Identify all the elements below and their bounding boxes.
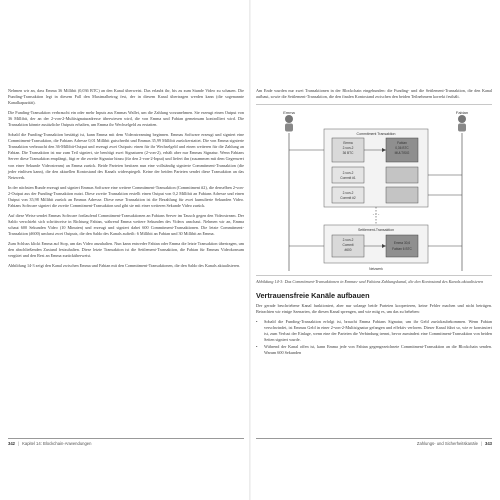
commit-1-line-2: Commit #1 bbox=[340, 176, 356, 181]
left-footer bbox=[8, 438, 244, 446]
left-paragraph-3: Sobald die Funding-Transaktion bestätigt ist, kann Emma mit dem Videostreaming beginnen. Emmas Software erzeugt und signiert eine Commitment-Transaktion, die Fabians Adresse 0,01 Millibit gutschreibt und Emmas 35,99 Millibit zurückerstattet. Die von Emma signierte Transaktion verbraucht den 36-Millibit-Output und erzeugt zwei Outputs: einen für ihr Wechselgeld und einen weiteren für die Zahlung an Fabian. Die Transaktion ist nur zum Teil signiert, sie benötigt zwei Signaturen (2-von-2), erhält aber nur Emmas Signatur. Wenn Fabians Server diese Transaktion empfängt, fügt er die zweite Signatur hinzu (für den 2-von-2-Input) und liefert ihn (zusammen mit dem Gegenwert von einer Sekunde Videostream) an Emma zurück. Beide Parteien besitzen nun eine vollständig signierte Commitment-Transaktion (die jeder einlösen kann), die den aktuellen Kontostand des Kanals widerspiegelt. Keine der beiden Parteien sendet diese Transaktion an das Netzwerk. bbox=[8, 132, 244, 180]
left-paragraph-1: Nehmen wir an, dass Emma 36 Millibit (0,036 BTC) an den Kanal überweist. Das erlaubt ihr, bis zu zum Stunde Video zu schauen. Die Funding-Transaktion legt in diesem Fall den Maximalbetrag fest, der in diesem Kanal übertragen werden kann (die sogenannte Kanalkapazität). bbox=[8, 88, 244, 106]
left-paragraph-2: Die Funding-Transaktion verbraucht ein oder mehr Inputs aus Emmas Wallet, um die Zahlung vorzunehmen. Sie erzeugt einen Output von 36 Millibit, der an der 2-von-2-Multisignaturadresse überwiesen wird, die von Emma und Fabian gemeinsam kontrolliert wird. Die Transaktion könnte zusätzliche Outputs erhalten, um Emma ihr Wechselgeld zu erstatten. bbox=[8, 110, 244, 128]
section-heading: Vertrauensfreie Kanäle aufbauen bbox=[256, 290, 370, 300]
fabian-label: Fabian bbox=[455, 110, 469, 116]
multisig-box-line-2: 0,36 BTC bbox=[395, 146, 409, 151]
commit-2-output-box bbox=[386, 187, 418, 203]
commit-1-box bbox=[332, 167, 364, 183]
section-paragraph: Der gerade beschriebene Kanal funktioniert, aber nur solange beide Parteien kooperieren, keine Fehler machen und nicht betrügen. Betrachten wir einige Szenarien, die diesen Kanal sprengen, und wie mitg es, um das zu beheben: bbox=[256, 302, 492, 314]
right-running-head: Zahlungs- und Sicherheitskanäle bbox=[416, 441, 478, 446]
bullet-text-1: Sobald die Funding-Transaktion erfolgt ist, braucht Emma Fabians Signatur, um ihr Geld zurückzubekommen. Wenn Fabian verschwindet, ist Emmas Geld in einer 2-von-2-Multisignatur gefangen und effektiv verloren. Dieser Kanal führt so, wie er konstruiert ist, zum Verlust der Einlage, wenn eine der Parteien die Verbindung trennt, bevor zumindest eine Commitment-Transaktion von beiden Seiten signiert wurde. bbox=[264, 318, 492, 342]
commitment-group-label: Commitment Transaktion bbox=[356, 132, 396, 137]
multisig-box-line-1: Fabian bbox=[397, 141, 407, 146]
bullet-text-2: Während der Kanal offen ist, kann Emma jede von Fabian gegengezeichnete Commitment-Transaktion an die Blockchain senden. Warum 600 Sekunden bbox=[264, 343, 492, 355]
settlement-commit-line-3: #600 bbox=[344, 248, 352, 253]
figure-14-3 bbox=[256, 104, 492, 276]
emma-label: Emma bbox=[283, 110, 295, 116]
bullet-dot-icon: • bbox=[256, 343, 258, 349]
footer-separator: | bbox=[480, 441, 482, 446]
commit-2-box bbox=[332, 187, 364, 203]
left-paragraph-5: Auf diese Weise sendet Emmas Software fortlaufend Commitment-Transaktionen an Fabians Server im Tausch gegen den Videostream. Der Saldo verschiebt sich schrittweise in Richtung Fabian, während Emma weitere Sekunden des Videos anschaut. Nehmen wir an, Emma schaut 600 Sekunden Video (10 Minuten) und erzeugt und signiert dabei 600 Commitment-Transaktionen. Die letzte Commitment-Transaktion (#600) umfasst zwei Outputs, die den Saldo des Kanals aufteilt: 6 Millibit an Fabian und 30 Millibit an Emma. bbox=[8, 212, 244, 236]
commit-1-line-1: 2-von-2 bbox=[342, 171, 354, 176]
book-gutter bbox=[249, 0, 251, 500]
ellipsis-label: . . . bbox=[372, 211, 380, 218]
commitment-diagram bbox=[256, 105, 492, 275]
commit-2-line-2: Commit #2 bbox=[340, 196, 356, 201]
emma-actor-icon bbox=[285, 115, 293, 132]
right-intro-paragraph: Am Ende wurden nur zwei Transaktionen in der Blockchain eingebunden: die Funding- und die Settlement-Transaktion, die den Kanal aufbaut, sowie die Settlement-Transaktion, die den finalen Kontostand zwischen den beiden Teilnehmern korrekt festhält. bbox=[256, 88, 492, 100]
settlement-commit-line-1: 2-von-2 bbox=[342, 238, 354, 243]
left-running-head: Kapitel 14: Blockchain-Anwendungen bbox=[22, 441, 92, 446]
left-page-number: 342 bbox=[8, 441, 15, 446]
multisig-box-line-3: MULTISIG bbox=[394, 151, 410, 156]
left-paragraph-6: Zum Schluss klickt Emma auf Stop, um das Video anzuhalten. Nun kann entweder Fabian oder Emma die letzte Transaktion übertragen, um den abschließenden Zustand festzuhalten. Diese letzte Transaktion ist die Settlement-Transaktion, die Fabian für Emmas Videokonsum vergütet und den Rest an Emma zurücküberweist. bbox=[8, 241, 244, 259]
settlement-output-box bbox=[386, 235, 418, 257]
left-paragraph-4: In der nächsten Runde erzeugt und signiert Emmas Software eine weitere Commitment-Transaktion (Commitment #2), die denselben 2-von-2-Output aus der Funding-Transaktion nutzt. Diese zweite Transaktion erstellt einen Output von 0,2 Millibit an Fabians Adresse und einen Output von 35,98 Millibit zurück an Emmas Adresse. Diese neue Transaktion ist die Bezahlung für zwei kumulierte Sekunden Video. Fabians Software signiert die zweite Commitment-Transaktion und gibt sie mit einer weiteren Sekunde Video zurück. bbox=[8, 184, 244, 208]
settlement-group-label: Settlement-Transaktion bbox=[357, 228, 395, 233]
settlement-output-line-1: Emma 30,6 bbox=[393, 241, 411, 246]
network-label: Netzwerk bbox=[369, 267, 383, 272]
bullet-item-2 bbox=[256, 344, 492, 356]
right-footer bbox=[256, 438, 492, 446]
right-page-number: 343 bbox=[485, 441, 492, 446]
fabian-actor-icon bbox=[458, 115, 466, 132]
settlement-output-line-2: Fabian 6 BTC bbox=[392, 247, 412, 252]
right-page bbox=[256, 88, 492, 357]
funding-box-line-1: Emma bbox=[343, 141, 353, 146]
settlement-commit-line-2: Commit bbox=[342, 243, 354, 248]
bullet-item-1 bbox=[256, 319, 492, 343]
left-page bbox=[8, 88, 244, 273]
commit-1-output-box bbox=[386, 167, 418, 183]
left-paragraph-7: Abbildung 14-3 zeigt den Kanal zwischen Emma und Fabian mit den Commitment-Transaktionen, die den Saldo des Kanals aktualisieren. bbox=[8, 263, 241, 269]
funding-box-line-2: 2-von-2 bbox=[342, 146, 354, 151]
footer-separator: | bbox=[18, 441, 20, 446]
funding-box-line-3: 36 BTC bbox=[342, 151, 354, 156]
figure-caption: Abbildung 14-3: Das Commitment-Transaktionen in Emmas- und Fabians Zahlungskanal, die den Kontostand des Kanals aktualisieren bbox=[256, 279, 484, 285]
commit-2-line-1: 2-von-2 bbox=[342, 191, 354, 196]
bullet-dot-icon: • bbox=[256, 318, 258, 324]
